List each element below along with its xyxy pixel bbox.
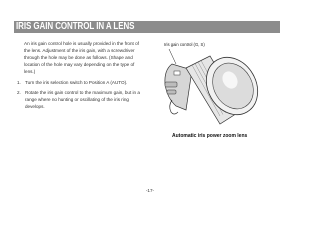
- step-item: [17, 90, 144, 111]
- intro-paragraph: An iris gain control hole is usually provided in the front of the lens. Adjustment of the iris gain, with a screwdriver through the hole may be done as follows. (Shape and location of the hole may vary depending on the type of lens.): [24, 41, 139, 74]
- step-text: Turn the iris selection switch to Position A (AUTO).: [25, 80, 128, 85]
- iris-selection-switch: [165, 82, 177, 87]
- lens-control-knob: [167, 90, 176, 94]
- page-number: -17-: [145, 188, 155, 193]
- step-item: [17, 80, 144, 87]
- iris-gain-callout: Iris gain control (G, S): [164, 42, 205, 47]
- step-number: 2.: [17, 90, 21, 96]
- section-title: IRIS GAIN CONTROL IN A LENS: [16, 21, 135, 32]
- step-text: Rotate the iris gain control to the maximum gain, but in a range where no hunting or oscillating of the iris ring develops.: [25, 90, 140, 110]
- section-title-bar: [14, 21, 280, 33]
- figure-caption: Automatic iris power zoom lens: [172, 133, 248, 139]
- step-list: [17, 80, 144, 115]
- lens-illustration: [150, 40, 285, 170]
- callout-leader-line: [169, 49, 176, 64]
- step-number: 1.: [17, 80, 21, 85]
- iris-gain-hole: [174, 71, 180, 75]
